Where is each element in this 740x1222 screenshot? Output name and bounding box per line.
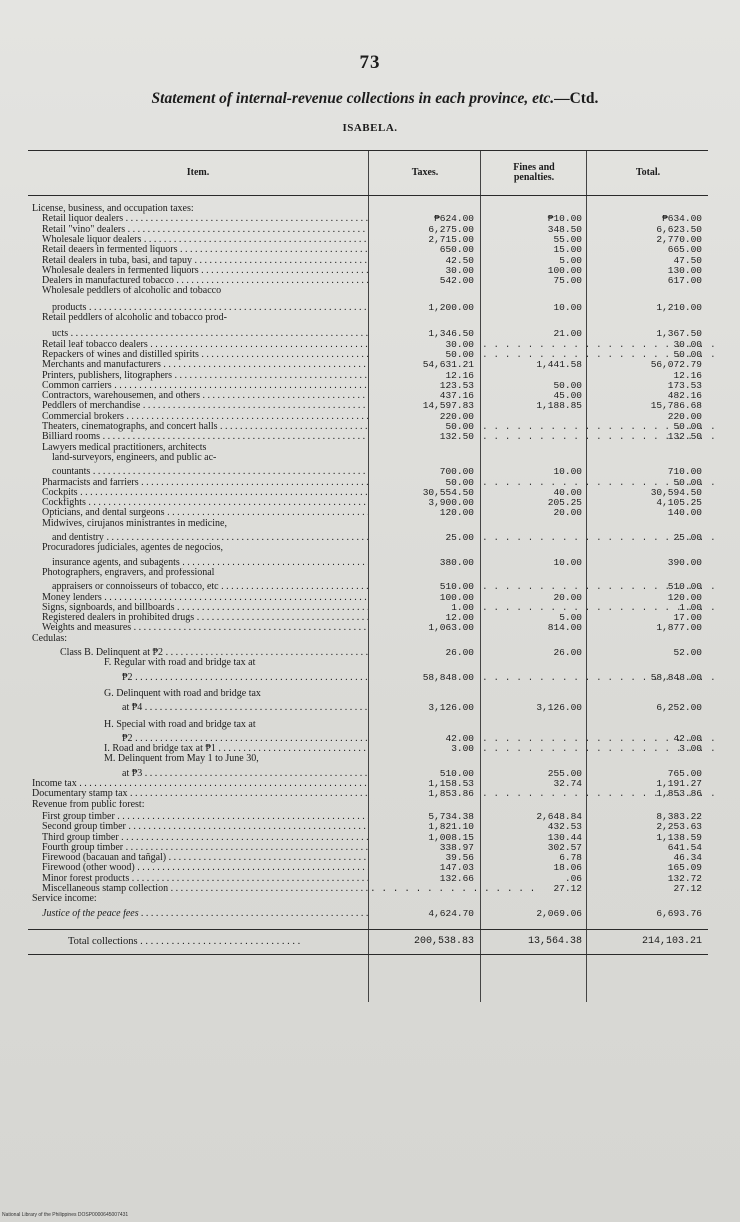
row-taxes: 1,821.10 [428,821,474,833]
row-taxes: 26.00 [445,647,474,658]
table-row [28,812,708,822]
row-taxes: 1,008.15 [428,831,474,843]
row-total: 25.00 [673,532,702,543]
row-fines: 45.00 [553,390,582,402]
row-taxes: 50.00 [445,348,474,360]
row-taxes: 12.00 [445,612,474,624]
row-taxes: 30.00 [445,338,474,350]
table-row [28,769,708,779]
table-row [28,256,708,266]
row-fines [482,582,582,592]
row-total: 765.00 [667,767,702,779]
table-row [28,235,708,245]
collections-table [28,150,708,947]
row-taxes: 1,346.50 [428,328,474,340]
row-item-label: Documentary stamp tax . . . [32,789,368,799]
table-row [28,822,708,832]
row-total: 641.54 [667,841,702,853]
row-item-label: Cedulas: [32,633,67,644]
table-row [28,453,708,463]
row-fines: 27.12 [553,883,582,894]
total-collections-row [28,929,708,955]
row-item-label: Signs, signboards, and billboards . . . [42,603,368,613]
row-item-label: Photographers, engravers, and professional [42,567,215,578]
row-item-label: Retail "vino" dealers . . . [42,225,368,235]
row-total: 50.00 [673,476,702,488]
row-fines: 1,188.85 [536,400,582,412]
row-fines: 75.00 [553,275,582,287]
row-item-label: Merchants and manufacturers . . . [42,360,368,370]
table-row [28,533,708,543]
row-total: 17.00 [673,612,702,624]
row-item-label: Theaters, cinematographs, and concert halls . . . [42,422,368,432]
row-taxes: 50.00 [445,421,474,432]
row-item-label: Third group timber . . . [42,833,368,843]
table-row [28,214,708,224]
table-row [28,853,708,863]
row-item-label: Second group timber . . . [42,822,368,832]
row-item-label: Fourth group timber . . . [42,843,368,853]
row-total: 52.00 [673,647,702,658]
row-taxes: 338.97 [439,841,474,853]
row-taxes: 3,126.00 [428,702,474,714]
table-row [28,225,708,235]
table-row [28,360,708,370]
row-taxes: 700.00 [439,466,474,478]
row-item-label: Contractors, warehousemen, and others . . . [42,391,368,401]
row-fines: 130.44 [547,831,582,843]
row-taxes: ₱624.00 [434,213,474,225]
table-row [28,508,708,518]
header-fines-line1: Fines and [513,162,555,173]
row-fines [482,533,582,543]
row-total: 12.16 [673,369,702,381]
row-total: ₱634.00 [662,213,702,225]
table-row [28,313,708,323]
table-row [28,789,708,799]
row-total: 58,848.00 [650,671,702,683]
row-taxes: 3.00 [451,743,474,755]
row-fines: 15.00 [553,244,582,256]
table-row [28,658,708,668]
row-item-label: at ₱3 . . . [122,769,368,779]
table-row [28,443,708,453]
row-fines: 5.00 [559,254,582,266]
row-item-label: Peddlers of merchandise . . . [42,401,368,411]
row-taxes: 54,631.21 [422,359,474,371]
row-taxes: 1.00 [451,601,474,613]
table-row [28,673,708,683]
row-fines: 20.00 [553,591,582,603]
row-item-label: Revenue from public forest: [32,799,145,810]
row-fines: 21.00 [553,328,582,340]
row-taxes: 510.00 [439,767,474,779]
row-item-label: Printers, publishers, litographers . . . [42,371,368,381]
row-item-label: ₱2 . . . [122,673,368,683]
row-total: 1,191.27 [656,778,702,789]
row-taxes: 437.16 [439,390,474,402]
row-item-label: Class B. Delinquent at ₱2 . . . [60,648,368,658]
row-item-label: Wholesale dealers in fermented liquors . . . [42,266,368,276]
row-taxes: 5,734.38 [428,810,474,822]
row-taxes: 120.00 [439,507,474,519]
table-row [28,543,708,553]
row-item-label: Retail peddlers of alcoholic and tobacco prod- [42,313,227,323]
title-main: Statement of internal-revenue collections in each province, etc. [151,90,555,107]
row-fines: 55.00 [553,233,582,245]
row-item-label: Firewood (other wood) . . . [42,863,368,873]
row-item-label: Procuradores judiciales, agentes de negocios, [42,543,224,554]
row-taxes: 1,063.00 [428,622,474,634]
row-total: 665.00 [667,244,702,256]
row-taxes: 42.00 [445,732,474,744]
row-fines: 348.50 [547,223,582,235]
row-taxes: 4,624.70 [428,907,474,919]
row-total: 15,786.68 [650,400,702,412]
row-taxes: 30.00 [445,264,474,276]
row-total: 56,072.79 [650,359,702,371]
row-item-label: F. Regular with road and bridge tax at [104,658,256,669]
row-item-label: Wholesale peddlers of alcoholic and tobacco [42,286,222,297]
table-row [28,371,708,381]
row-fines: 205.25 [547,497,582,509]
row-taxes: 3,900.00 [428,497,474,509]
table-row [28,754,708,764]
row-item-label: First group timber . . . [42,812,368,822]
row-item-label: Money lenders . . . [42,593,368,603]
row-fines: 2,648.84 [536,810,582,822]
row-total: 6,623.50 [656,223,702,235]
row-item-label: Midwives, cirujanos ministrantes in medicine, [42,518,227,529]
header-fines [482,151,586,195]
total-fines: 13,564.38 [527,935,582,947]
row-total: 120.00 [667,591,702,603]
row-fines: 432.53 [547,821,582,833]
row-total: 130.00 [667,264,702,276]
table-header [28,150,708,196]
row-item-label: ₱2 . . . [122,734,368,744]
row-item-label: Dealers in manufactured tobacco . . . [42,276,368,286]
row-fines: 1,441.58 [536,359,582,371]
row-fines [482,744,582,754]
row-item-label: Weights and measures . . . [42,623,368,633]
row-taxes: 6,275.00 [428,223,474,235]
row-taxes: 1,853.86 [428,788,474,800]
row-total: 46.34 [673,852,702,864]
row-fines: 10.00 [553,556,582,568]
row-total: 6,693.76 [656,907,702,919]
row-fines [482,673,582,683]
row-total: 173.53 [667,379,702,391]
row-item-label: insurance agents, and subagents . . . [52,558,368,568]
row-total: 2,253.63 [656,821,702,833]
province-heading: ISABELA. [342,122,398,134]
row-item-label: H. Special with road and bridge tax at [104,719,256,730]
row-total: 1,138.59 [656,831,702,843]
table-row [28,720,708,730]
row-item-label: and dentistry . . . [52,533,368,543]
row-item-label: Cockfights . . . [42,498,368,508]
row-fines: .06 [564,872,582,884]
row-total: 510.00 [667,581,702,593]
row-item-label: Retail deaers in fermented liquors . . . [42,245,368,255]
row-taxes: 25.00 [445,532,474,543]
table-row [28,863,708,873]
row-total: 390.00 [667,556,702,568]
row-item-label: Retail liquor dealers . . . [42,214,368,224]
row-fines: 32.74 [553,778,582,789]
row-item-label: land-surveyors, engineers, and public ac- [52,452,217,463]
row-item-label: countants . . . [52,467,368,477]
header-taxes: Taxes. [411,167,439,178]
row-total: 27.12 [673,883,702,894]
table-row [28,648,708,658]
row-item-label: Pharmacists and farriers . . . [42,478,368,488]
table-row [28,467,708,477]
table-row [28,689,708,699]
row-item-label: License, business, and occupation taxes: [32,204,194,214]
row-total: 50.00 [673,348,702,360]
row-item-label: Registered dealers in prohibited drugs . . . [42,613,368,623]
row-fines: 5.00 [559,612,582,624]
row-item-label: Service income: [32,894,97,905]
row-item-label: Commercial brokers . . . [42,412,368,422]
row-taxes: 1,158.53 [428,778,474,789]
header-fines-line2: penalties. [513,172,555,183]
row-item-label: appraisers or connoisseurs of tobacco, etc . . . [52,582,368,592]
table-row [28,800,708,810]
row-fines: 40.00 [553,486,582,498]
page-title [30,90,720,108]
row-total: 47.50 [673,254,702,266]
row-item-label: Wholesale liquor dealers . . . [42,235,368,245]
table-row [28,488,708,498]
row-item-label: at ₱4 . . . [122,703,368,713]
row-fines: 814.00 [547,622,582,634]
row-total: 132.72 [667,872,702,884]
table-row [28,401,708,411]
row-taxes: 30,554.50 [422,486,474,498]
table-row [28,478,708,488]
row-total: 1,853.86 [656,788,702,800]
row-total: 2,770.00 [656,233,702,245]
row-item-label: Justice of the peace fees . . . [42,909,368,919]
total-total: 214,103.21 [641,935,702,947]
row-fines [482,478,582,488]
row-item-label: G. Delinquent with road and bridge tax [104,688,261,699]
row-item-label: ucts . . . [52,329,368,339]
row-fines: 18.06 [553,862,582,874]
table-row [28,519,708,529]
table-row [28,381,708,391]
row-fines: 3,126.00 [536,702,582,714]
table-row [28,894,708,904]
row-item-label: Lawyers medical practitioners, architects [42,442,207,453]
row-item-label: products . . . [52,303,368,313]
table-row [28,568,708,578]
table-row [28,350,708,360]
row-fines: 2,069.06 [536,907,582,919]
row-fines: 6.78 [559,852,582,864]
row-item-label: Retail leaf tobacco dealers . . . [42,340,368,350]
title-suffix: —Ctd. [554,90,599,107]
row-total: 710.00 [667,466,702,478]
page-number: 73 [359,52,381,73]
table-row [28,498,708,508]
row-total: 6,252.00 [656,702,702,714]
row-total: 42.00 [673,732,702,744]
table-row [28,329,708,339]
table-row [28,613,708,623]
row-item-label: M. Delinquent from May 1 to June 30, [104,754,259,765]
row-taxes: 380.00 [439,556,474,568]
row-taxes: 1,200.00 [428,301,474,313]
row-total: 140.00 [667,507,702,519]
table-row [28,909,708,919]
row-fines: ₱10.00 [547,213,582,225]
header-item: Item. [186,167,210,178]
table-row [28,266,708,276]
row-item-label: Firewood (bacauan and tañgal) . . . [42,853,368,863]
header-total: Total. [635,167,661,178]
row-fines: 255.00 [547,767,582,779]
table-row [28,593,708,603]
row-item-label: Billiard rooms . . . [42,432,368,442]
row-item-label: Opticians, and dental surgeons . . . [42,508,368,518]
row-total: 132.50 [667,431,702,443]
row-total: 30,594.50 [650,486,702,498]
row-item-label: Miscellaneous stamp collection . . . [42,884,368,894]
row-fines: 20.00 [553,507,582,519]
table-row [28,623,708,633]
row-item-label: Repackers of wines and distilled spirits . . . [42,350,368,360]
row-fines [482,432,582,442]
table-row [28,286,708,296]
row-taxes: 42.50 [445,254,474,266]
row-total: 1.00 [679,601,702,613]
total-taxes: 200,538.83 [413,935,474,947]
row-total: 50.00 [673,421,702,432]
row-fines: 26.00 [553,647,582,658]
row-total: 30.00 [673,338,702,350]
row-item-label: Common carriers . . . [42,381,368,391]
row-taxes: 123.53 [439,379,474,391]
table-row [28,204,708,214]
row-taxes: 2,715.00 [428,233,474,245]
row-taxes: 12.16 [445,369,474,381]
row-taxes: 39.56 [445,852,474,864]
row-item-label: Retail dealers in tuba, basi, and tapuy . . . [42,256,368,266]
table-row [28,276,708,286]
row-taxes: . . . . . . . . . . . . . . . [370,883,536,894]
row-total: 1,367.50 [656,328,702,340]
row-taxes: 132.66 [439,872,474,884]
total-label: Total collections . . . [68,936,368,947]
table-row [28,874,708,884]
table-row [28,884,708,894]
table-row [28,843,708,853]
row-total: 220.00 [667,410,702,422]
row-total: 3.00 [679,743,702,755]
row-item-label: I. Road and bridge tax at ₱1 . . . [104,744,368,754]
row-taxes: 542.00 [439,275,474,287]
row-taxes: 132.50 [439,431,474,443]
row-total: 4,105.25 [656,497,702,509]
table-row [28,432,708,442]
row-total: 1,210.00 [656,301,702,313]
row-total: 1,877.00 [656,622,702,634]
row-item-label: Cockpits . . . [42,488,368,498]
row-fines: 302.57 [547,841,582,853]
row-taxes: 220.00 [439,410,474,422]
table-row [28,245,708,255]
table-row [28,603,708,613]
row-taxes: 14,597.83 [422,400,474,412]
row-fines: 10.00 [553,301,582,313]
row-taxes: 100.00 [439,591,474,603]
table-row [28,744,708,754]
table-row [28,833,708,843]
row-item-label: Income tax . . . [32,779,368,789]
row-taxes: 50.00 [445,476,474,488]
table-row [28,558,708,568]
row-taxes: 58,848.00 [422,671,474,683]
table-row [28,634,708,644]
row-taxes: 510.00 [439,581,474,593]
table-row [28,582,708,592]
row-fines: 10.00 [553,466,582,478]
row-total: 8,383.22 [656,810,702,822]
table-row [28,303,708,313]
row-fines: 100.00 [547,264,582,276]
row-taxes: 650.00 [439,244,474,256]
row-total: 617.00 [667,275,702,287]
row-fines [482,789,582,799]
table-row [28,703,708,713]
table-row [28,391,708,401]
row-taxes: 147.03 [439,862,474,874]
footer-credit: National Library of the Philippines DOSP0000645007431 [2,1212,129,1218]
row-total: 165.09 [667,862,702,874]
row-item-label: Minor forest products . . . [42,874,368,884]
row-fines: 50.00 [553,379,582,391]
row-total: 482.16 [667,390,702,402]
